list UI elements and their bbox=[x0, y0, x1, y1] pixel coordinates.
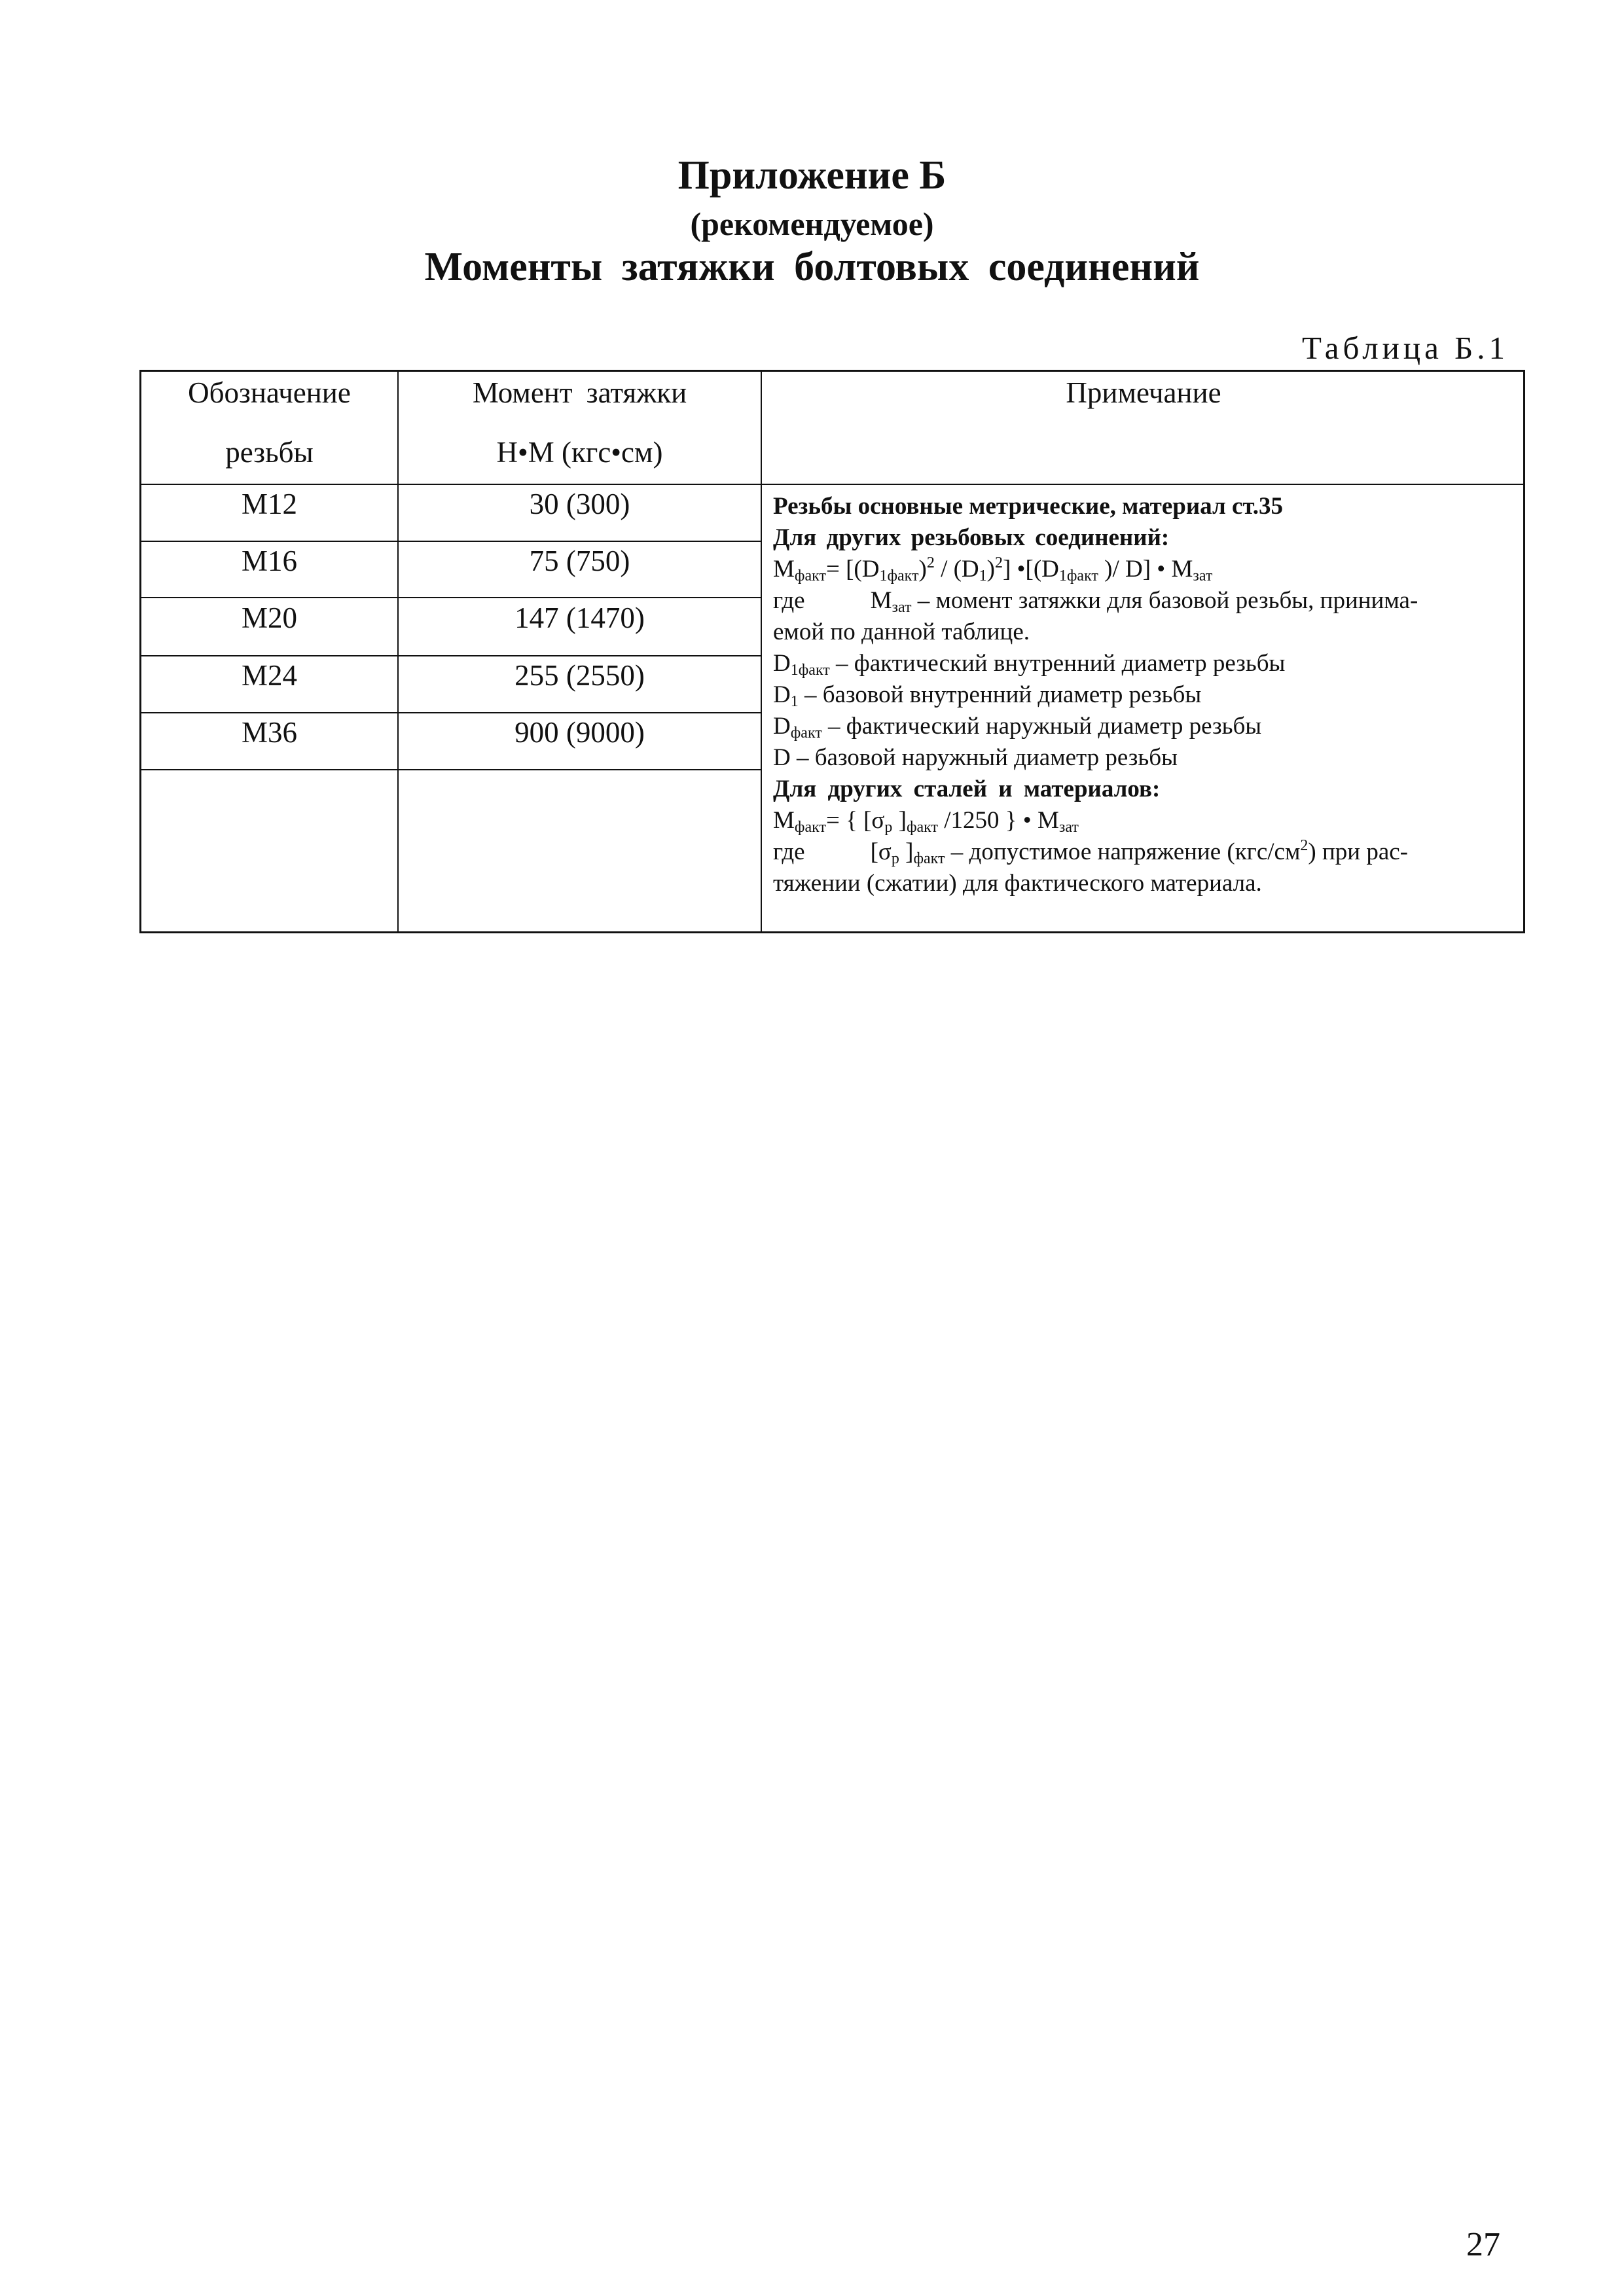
cell-torque: 75 (750) bbox=[529, 545, 630, 577]
note-formula-materials: $М_{факт}=$ { [$\sigma_р$ ]$_{факт}$ /1250 } • $М_{зат}$ bbox=[773, 807, 1079, 836]
row-divider bbox=[141, 541, 761, 542]
header-torque-line1: Момент затяжки bbox=[472, 376, 687, 409]
row-divider bbox=[141, 712, 761, 713]
cell-thread: М12 bbox=[241, 488, 297, 520]
cell-thread: М20 bbox=[241, 601, 297, 634]
cell-torque: 900 (9000) bbox=[514, 716, 645, 749]
note-d: D – базовой наружный диаметр резьбы bbox=[773, 744, 1178, 771]
note-d-fact: $D_{факт}$ – фактический наружный диаметр резьбы bbox=[773, 713, 1262, 742]
table-caption: Таблица Б.1 bbox=[1302, 330, 1509, 366]
note-line-materials: Для других сталей и материалов: bbox=[773, 776, 1161, 802]
note-line-threads: Для других резьбовых соединений: bbox=[773, 524, 1170, 551]
note-line-main: Резьбы основные метрические, материал ст.35 bbox=[773, 493, 1284, 520]
note-where-stress-cont: тяжении (сжатии) для фактического материала. bbox=[773, 870, 1262, 897]
header-thread-line1: Обозначение bbox=[188, 376, 351, 409]
row-divider bbox=[141, 655, 761, 656]
cell-thread: М24 bbox=[241, 659, 297, 692]
note-where-stress: где [$\sigma_р$ ]$_{факт}$ – допустимое напряжение $(кгс/см^2)$ при рас- bbox=[773, 837, 1408, 867]
row-divider bbox=[141, 597, 761, 598]
cell-torque: 147 (1470) bbox=[514, 601, 645, 634]
appendix-status: (рекомендуемое) bbox=[690, 206, 934, 242]
cell-torque: 30 (300) bbox=[529, 488, 630, 520]
note-d1-fact: $D_{1факт}$ – фактический внутренний диаметр резьбы bbox=[773, 650, 1286, 679]
cell-torque: 255 (2550) bbox=[514, 659, 645, 692]
torque-table bbox=[139, 370, 1525, 933]
note-where-torque-cont: емой по данной таблице. bbox=[773, 619, 1030, 645]
note-d1: $D_1$ – базовой внутренний диаметр резьбы bbox=[773, 681, 1202, 710]
page-number: 27 bbox=[1466, 2226, 1500, 2263]
header-note-label: Примечание bbox=[1066, 376, 1221, 409]
header-note bbox=[762, 372, 1525, 484]
header-divider bbox=[141, 484, 1523, 485]
header-thread-line2: резьбы bbox=[225, 436, 314, 469]
document-title: Моменты затяжки болтовых соединений bbox=[424, 245, 1200, 289]
header-thread bbox=[141, 372, 397, 484]
appendix-title: Приложение Б bbox=[677, 153, 947, 198]
header-torque-line2: Н•М (кгс•см) bbox=[496, 436, 663, 469]
note-formula-threads: $М_{факт}= [(D_{1факт})^2 / (D_1)^2]$ $•[(D_{1факт}$ )/ D] • $М_{зат}$ bbox=[773, 554, 1213, 584]
row-divider bbox=[141, 769, 761, 770]
header-torque bbox=[399, 372, 761, 484]
cell-thread: М36 bbox=[241, 716, 297, 749]
cell-thread: М16 bbox=[241, 545, 297, 577]
note-cell bbox=[773, 491, 1500, 899]
note-where-torque: где $М_{зат}$ – момент затяжки для базовой резьбы, принима- bbox=[773, 587, 1418, 616]
